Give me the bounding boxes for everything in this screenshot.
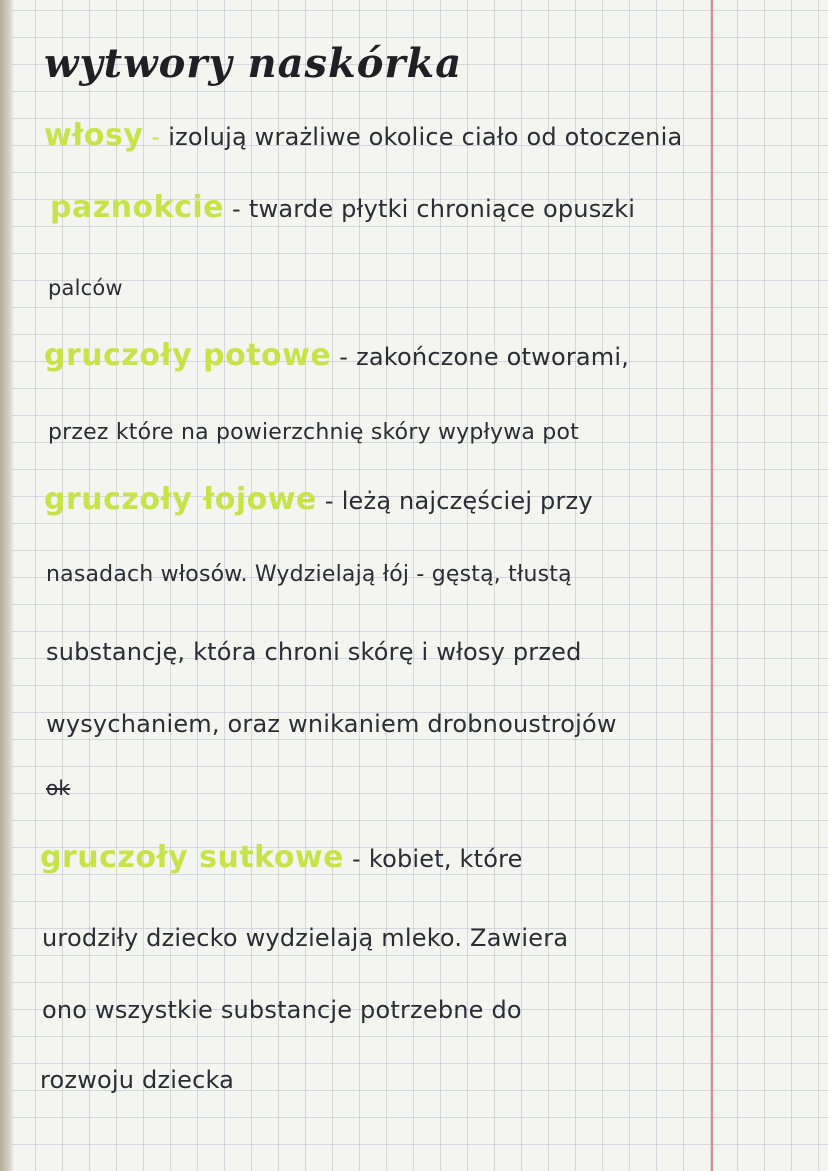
term-dash: -	[324, 487, 334, 515]
term-dash: -	[352, 845, 361, 873]
note-line	[40, 840, 523, 875]
margin-line	[711, 0, 713, 1171]
note-line	[44, 118, 682, 153]
term-highlight: paznokcie	[50, 190, 225, 225]
term-dash: -	[232, 195, 241, 223]
term-highlight: gruczoły sutkowe	[40, 840, 344, 875]
note-text: leżą najczęściej przy	[341, 487, 593, 515]
term-highlight: włosy	[44, 118, 144, 153]
note-line: wysychaniem, oraz wnikaniem drobnoustrojów	[46, 710, 617, 738]
note-line: przez które na powierzchnię skóry wypływa pot	[48, 420, 579, 445]
page-binding-edge	[0, 0, 14, 1171]
note-line	[44, 482, 593, 517]
note-line: substancję, która chroni skórę i włosy przed	[46, 638, 582, 666]
note-text: izolują wrażliwe okolice ciało od otoczenia	[168, 123, 683, 151]
note-line	[44, 338, 629, 373]
note-line: palców	[48, 276, 123, 300]
note-line: nasadach włosów. Wydzielają łój - gęstą, tłustą	[46, 562, 572, 587]
note-text: twarde płytki chroniące opuszki	[248, 195, 636, 223]
term-highlight: gruczoły potowe	[44, 338, 332, 373]
page-title: wytwory naskórka	[44, 40, 463, 87]
note-line: urodziły dziecko wydzielają mleko. Zawiera	[42, 924, 569, 952]
crossed-out-text: ok	[46, 776, 71, 800]
term-dash: -	[339, 343, 349, 371]
term-dash: -	[151, 123, 161, 151]
note-line: ono wszystkie substancje potrzebne do	[42, 996, 522, 1024]
term-highlight: gruczoły łojowe	[44, 482, 317, 517]
note-line: rozwoju dziecka	[40, 1066, 235, 1094]
note-text: zakończone otworami,	[356, 343, 630, 371]
note-text: kobiet, które	[368, 845, 523, 873]
note-line	[50, 190, 635, 225]
